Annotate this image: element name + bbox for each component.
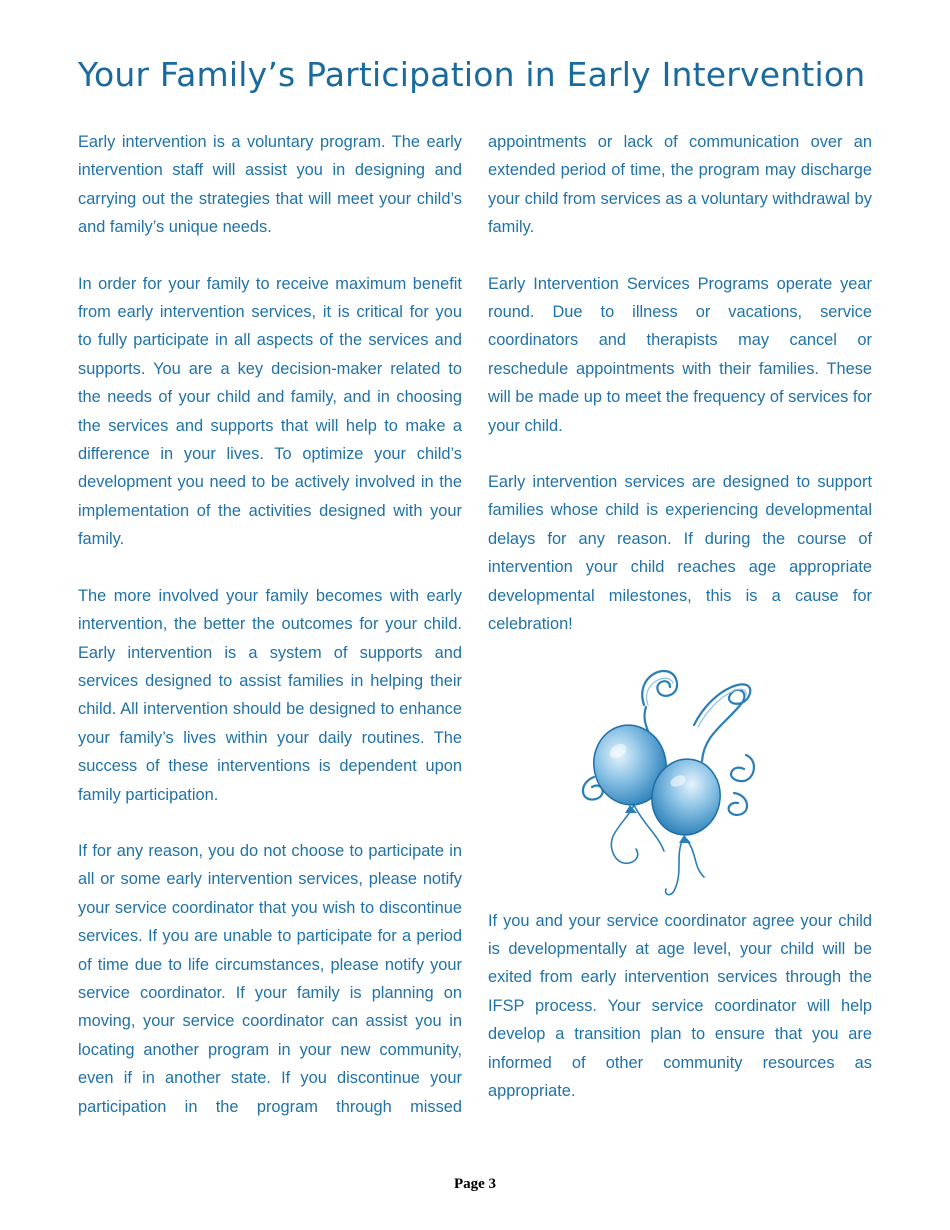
- paragraph-discharge: appointments or lack of communication over an extended period of time, the program may discharge your child from services as a voluntary withdrawal by family.: [488, 133, 872, 237]
- page-title: Your Family’s Participation in Early Intervention: [78, 55, 866, 94]
- paragraph-discontinue-services: If for any reason, you do not choose to participate in all or some early intervention services, please notify your service coordinator that you wish to discontinue services. If you are unable to participate for a period of time due to life circumstances, please notify your service coordinator. If your family is planning on moving, your service coordinator can assist you in locating another program in your new community, even if in another state. If you discontinue your participation in the program through missed: [78, 841, 462, 1116]
- paragraph-maximum-benefit: In order for your family to receive maximum benefit from early intervention services, it is critical for you to fully participate in all aspects of the services and supports. You are a key decision-maker related to the needs of your child and family, and in choosing the services and supports that will help to make a difference in your lives. To optimize your child’s development you need to be actively involved in the implementation of the activities designed with your family.: [78, 274, 462, 549]
- paragraph-celebration: Early intervention services are designed to support families whose child is experiencing developmental delays for any reason. If during the course of intervention your child reaches age appropriate developmental milestones, this is a cause for celebration!: [488, 473, 872, 634]
- right-column: [488, 128, 872, 1133]
- paragraph-voluntary-program: Early intervention is a voluntary program. The early intervention staff will assist you in designing and carrying out the strategies that will meet your child’s and family’s unique needs.: [78, 133, 462, 237]
- balloons-icon: [574, 665, 774, 897]
- paragraph-ifsp-transition: If you and your service coordinator agree your child is developmentally at age level, your child will be exited from early intervention services through the IFSP process. Your service coordinator will help develop a transition plan to ensure that you are informed of other community resources as appropriate.: [488, 911, 872, 1100]
- paragraph-year-round: Early Intervention Services Programs operate year round. Due to illness or vacations, service coordinators and therapists may cancel or reschedule appointments with their families. These will be made up to meet the frequency of services for your child.: [488, 274, 872, 435]
- left-column: [78, 128, 462, 1149]
- paragraph-family-involvement: The more involved your family becomes with early intervention, the better the outcomes for your child. Early intervention is a system of supports and services designed to assist families in helping their child. All intervention should be designed to enhance your family’s lives within your daily routines. The success of these interventions is dependent upon family participation.: [78, 586, 462, 804]
- page-number: Page 3: [453, 1176, 497, 1192]
